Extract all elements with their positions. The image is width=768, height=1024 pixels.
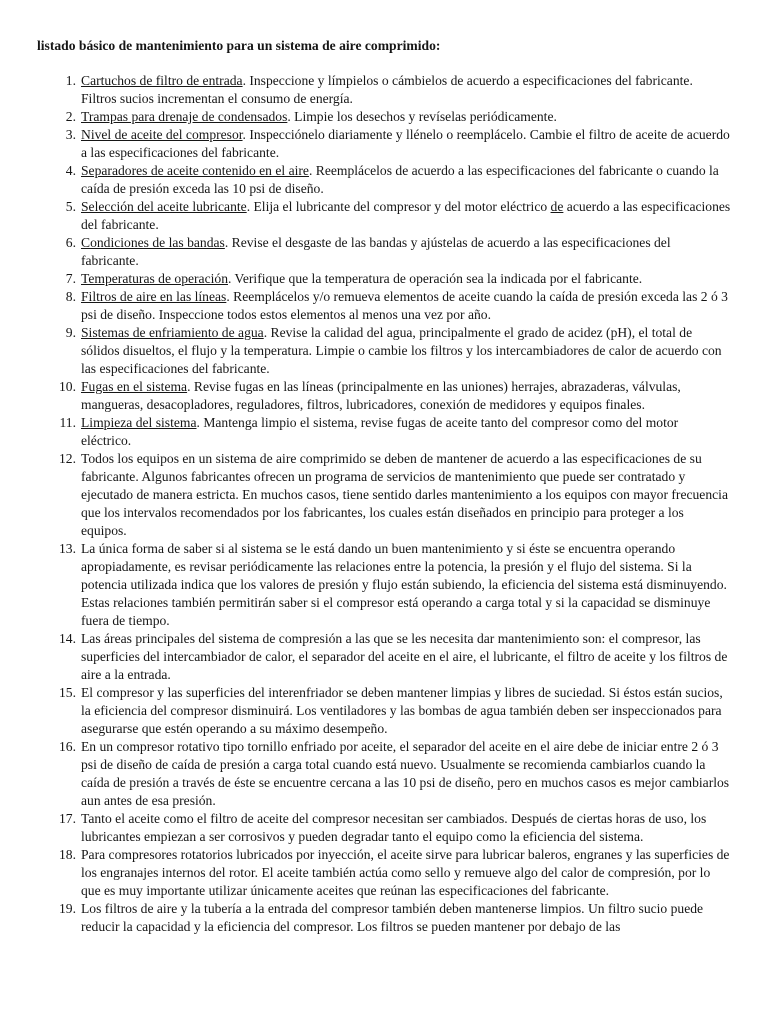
item-number: 11.	[59, 415, 76, 430]
item-number: 12.	[59, 451, 76, 466]
item-number: 1.	[65, 73, 76, 88]
list-item	[0, 630, 731, 684]
list-item	[0, 270, 731, 288]
item-text: Tanto el aceite como el filtro de aceite del compresor necesitan ser cambiados. Después de ciertas horas de uso, los lubricantes empiezan a ser corrosivos y pueden degradar tanto el equipo como la eficiencia del sistema.	[81, 811, 707, 844]
item-number: 19.	[59, 901, 76, 916]
list-item	[0, 108, 731, 126]
item-number: 17.	[59, 811, 76, 826]
item-number: 2.	[65, 109, 76, 124]
item-number: 14.	[59, 631, 76, 646]
item-text: . Reemplácelos y/o remueva elementos de aceite cuando la caída de presión exceda las 2 ó 3 psi de diseño. Inspeccione todos estos elementos al menos una vez por año.	[81, 289, 728, 322]
item-text: . Mantenga limpio el sistema, revise fugas de aceite tanto del compresor como del motor eléctrico.	[81, 415, 679, 448]
item-number: 18.	[59, 847, 76, 862]
item-number: 9.	[65, 325, 76, 340]
list-item	[0, 378, 731, 414]
item-number: 16.	[59, 739, 76, 754]
item-number: 10.	[59, 379, 76, 394]
item-heading: Separadores de aceite contenido en el aire	[81, 163, 309, 178]
item-number: 15.	[59, 685, 76, 700]
item-text: . Revise la calidad del agua, principalmente el grado de acidez (pH), el total de sólidos disueltos, el flujo y la temperatura. Limpie o cambie los filtros y los intercambiadores de calor de acuerdo con las especificaciones del fabricante.	[81, 325, 722, 376]
list-item	[0, 900, 731, 936]
item-underlined-word: de	[550, 199, 564, 214]
item-heading: Sistemas de enfriamiento de agua	[81, 325, 264, 340]
item-text: . Revise fugas en las líneas (principalmente en las uniones) herrajes, abrazaderas, válvulas, mangueras, desacopladores, reguladores, filtros, lubricadores, conexión de medidores y equipos finales.	[81, 379, 681, 412]
item-number: 5.	[65, 199, 76, 214]
list-item	[0, 540, 731, 630]
list-item	[0, 126, 731, 162]
list-item	[0, 72, 731, 108]
item-text: Todos los equipos en un sistema de aire comprimido se deben de mantener de acuerdo a las especificaciones de su fabricante. Algunos fabricantes ofrecen un programa de servicios de mantenimiento que puede ser contratado y ejecutado de manera estricta. En muchos casos, tiene sentido darles mantenimiento a los equipos con mayor frecuencia que los intervalos recomendados por los fabricantes, los cuales están diseñados en principio para proteger a los equipos.	[81, 451, 728, 538]
item-heading: Trampas para drenaje de condensados	[81, 109, 288, 124]
item-text: . Limpie los desechos y revíselas periódicamente.	[287, 109, 557, 124]
document-title: listado básico de mantenimiento para un sistema de aire comprimido:	[37, 38, 441, 53]
item-heading: Selección del aceite lubricante	[81, 199, 247, 214]
item-number: 6.	[65, 235, 76, 250]
item-text: La única forma de saber si al sistema se le está dando un buen mantenimiento y si éste se encuentra operando apropiadamente, es revisar periódicamente las relaciones entre la potencia, la presión y el flujo del sistema. Si la potencia utilizada indica que los valores de presión y flujo están subiendo, la eficiencia del sistema está disminuyendo. Estas relaciones también permitirán saber si el compresor está operando a carga total y si la capacidad se disminuye fuera de tiempo.	[81, 541, 727, 628]
item-text: . Verifique que la temperatura de operación sea la indicada por el fabricante.	[228, 271, 643, 286]
item-heading: Nivel de aceite del compresor	[81, 127, 243, 142]
list-item	[0, 324, 731, 378]
list-item	[0, 810, 731, 846]
item-text: . Inspecciónelo diariamente y llénelo o reemplácelo. Cambie el filtro de aceite de acuerdo a las especificaciones del fabricante.	[81, 127, 730, 160]
item-number: 3.	[65, 127, 76, 142]
item-number: 4.	[65, 163, 76, 178]
item-text: . Reemplácelos de acuerdo a las especificaciones del fabricante o cuando la caída de presión exceda las 10 psi de diseño.	[81, 163, 719, 196]
item-heading: Temperaturas de operación	[81, 271, 228, 286]
item-text: acuerdo a las especificaciones del fabricante.	[81, 199, 731, 232]
list-item	[0, 288, 731, 324]
item-number: 8.	[65, 289, 76, 304]
item-text: . Revise el desgaste de las bandas y ajústelas de acuerdo a las especificaciones del fabricante.	[81, 235, 671, 268]
item-heading: Condiciones de las bandas	[81, 235, 225, 250]
list-item	[0, 684, 731, 738]
item-text: Las áreas principales del sistema de compresión a las que se les necesita dar mantenimiento son: el compresor, las superficies del intercambiador de calor, el separador del aceite en el aire, el lubricante, el filtro de aceite y los filtros de aire a la entrada.	[81, 631, 728, 682]
item-number: 7.	[65, 271, 76, 286]
list-item	[0, 846, 731, 900]
item-heading: Filtros de aire en las líneas	[81, 289, 227, 304]
item-heading: Cartuchos de filtro de entrada	[81, 73, 243, 88]
item-text: El compresor y las superficies del interenfriador se deben mantener limpias y libres de suciedad. Si éstos están sucios, la eficiencia del compresor disminuirá. Los ventiladores y las bombas de agua también deben ser inspeccionados para asegurarse que estén operando a su máximo desempeño.	[81, 685, 723, 736]
item-text: Los filtros de aire y la tubería a la entrada del compresor también deben mantenerse limpios. Un filtro sucio puede reducir la capacidad y la eficiencia del compresor. Los filtros se pueden mantener por debajo de las	[81, 901, 704, 934]
item-text: Para compresores rotatorios lubricados por inyección, el aceite sirve para lubricar baleros, engranes y las superficies de los engranajes internos del rotor. El aceite también actúa como sello y remueve algo del calor de compresión, por lo que es muy importante utilizar únicamente aceites que reúnan las especificaciones del fabricante.	[81, 847, 730, 898]
list-item	[0, 450, 731, 540]
list-item	[0, 162, 731, 198]
item-heading: Fugas en el sistema	[81, 379, 188, 394]
maintenance-list	[0, 72, 768, 936]
item-text: . Elija el lubricante del compresor y del motor eléctrico	[246, 199, 551, 214]
list-item	[0, 198, 731, 234]
item-number: 13.	[59, 541, 76, 556]
list-item	[0, 234, 731, 270]
item-text: . Inspeccione y límpielos o cámbielos de acuerdo a especificaciones del fabricante. Filtros sucios incrementan el consumo de energía.	[81, 73, 693, 106]
list-item	[0, 414, 731, 450]
item-text: En un compresor rotativo tipo tornillo enfriado por aceite, el separador del aceite en el aire debe de iniciar entre 2 ó 3 psi de diseño de caída de presión a carga total cuando está nuevo. Usualmente se recomienda cambiarlos cuando la caída de presión a través de éste se encuentre cercana a las 10 psi de diseño, pero en muchos casos es mejor cambiarlos aun antes de esa presión.	[81, 739, 730, 808]
item-heading: Limpieza del sistema	[81, 415, 197, 430]
list-item	[0, 738, 731, 810]
